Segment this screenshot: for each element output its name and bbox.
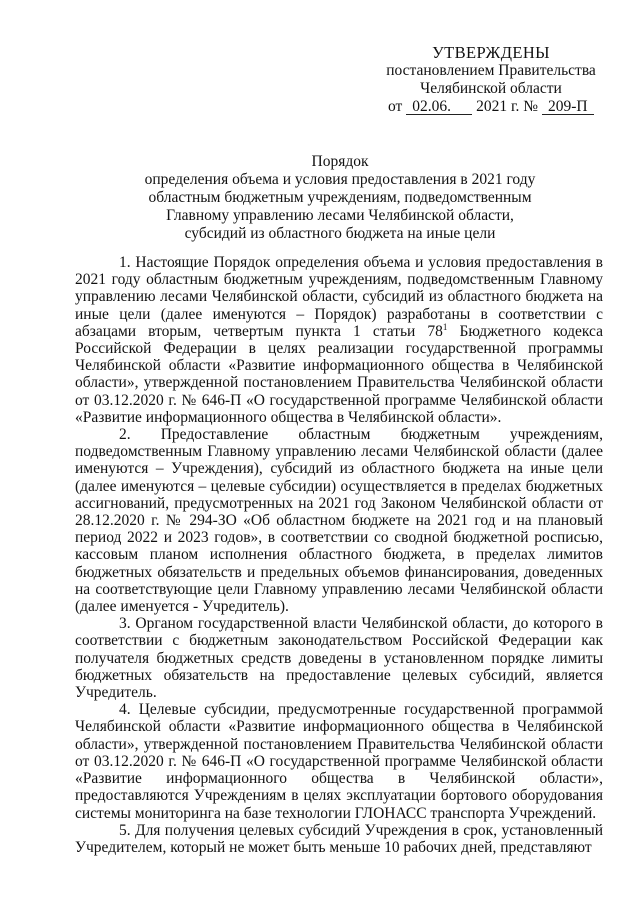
title-line-3: областным бюджетным учреждениям, подведомственным — [148, 189, 532, 206]
approval-date: 02.06. — [406, 100, 472, 115]
approval-region-line: Челябинской области — [420, 80, 562, 97]
title-line-1: Порядок — [311, 153, 369, 170]
title-line-2: определения объема и условия предоставления в 2021 году — [144, 171, 536, 188]
paragraph-2: 2. Предоставление областным бюджетным учреждениям, подведомственным Главному управлению лесами Челябинской области (далее именуются – Учреждения), субсидий из областного бюджета на иные цели (далее именуются – целевые субсидии) осуществляется в пределах бюджетных ассигнований, предусмотренных на 2021 год Законом Челябинской области от 28.12.2020 г. № 294-ЗО «Об областном бюджете на 2021 год и на плановый период 2022 и 2023 годов», в соответствии со сводной бюджетной росписью, кассовым планом исполнения областного бюджета, в пределах лимитов бюджетных обязательств и предельных объемов финансирования, доведенных на соответствующие цели Главному управлению лесами Челябинской области (далее именуется - Учредитель). — [75, 426, 603, 616]
paragraph-5: 5. Для получения целевых субсидий Учреждения в срок, установленный Учредителем, который не может быть меньше 10 рабочих дней, представляют — [75, 821, 603, 856]
approval-stamp — [376, 44, 606, 116]
approval-heading: УТВЕРЖДЕНЫ — [432, 43, 550, 62]
approval-from-label: от — [388, 98, 403, 115]
approval-by-line: постановлением Правительства — [386, 62, 596, 79]
title-line-5: субсидий из областного бюджета на иные цели — [184, 225, 496, 242]
paragraph-1 — [75, 254, 603, 426]
title-line-4: Главному управлению лесами Челябинской области, — [166, 207, 514, 224]
paragraph-1-text-a: 1. Настоящие Порядок определения объема и условия предоставления в 2021 году областным бюджетным учреждениям, подведомственным Главному управлению лесами Челябинской области, субсидий из областного бюджета на иные цели (далее именуются – Порядок) разработаны в соответствии с абзацами вторым, четвертым пункта 1 статьи 78 — [75, 254, 603, 340]
paragraph-1-superscript: 1 — [442, 321, 448, 332]
paragraph-1-text-b: Бюджетного кодекса Российской Федерации в целях реализации государственной программы Челябинской области «Развитие информационного общества в Челябинской области», утвержденной постановлением Правительства Челябинской области от 03.12.2020 г. № 646-П «О государственной программе Челябинской области «Развитие информационного общества в Челябинской области». — [75, 322, 603, 426]
approval-date-number-line — [376, 98, 606, 116]
document-title — [80, 153, 600, 243]
approval-year-text: 2021 г. № — [476, 98, 539, 115]
document-body — [75, 254, 603, 856]
paragraph-4: 4. Целевые субсидии, предусмотренные государственной программой Челябинской области «Развитие информационного общества в Челябинской области», утвержденной постановлением Правительства Челябинской области от 03.12.2020 г. № 646-П «О государственной программе Челябинской области «Развитие информационного общества в Челябинской области», предоставляются Учреждениям в целях эксплуатации бортового оборудования системы мониторинга на базе технологии ГЛОНАСС транспорта Учреждений. — [75, 701, 603, 822]
paragraph-3: 3. Органом государственной власти Челябинской области, до которого в соответствии с бюджетным законодательством Российской Федерации как получателя бюджетных средств доведены в установленном порядке лимиты бюджетных обязательств на предоставление целевых субсидий, является Учредитель. — [75, 615, 603, 702]
approval-number: 209-П — [542, 100, 594, 115]
